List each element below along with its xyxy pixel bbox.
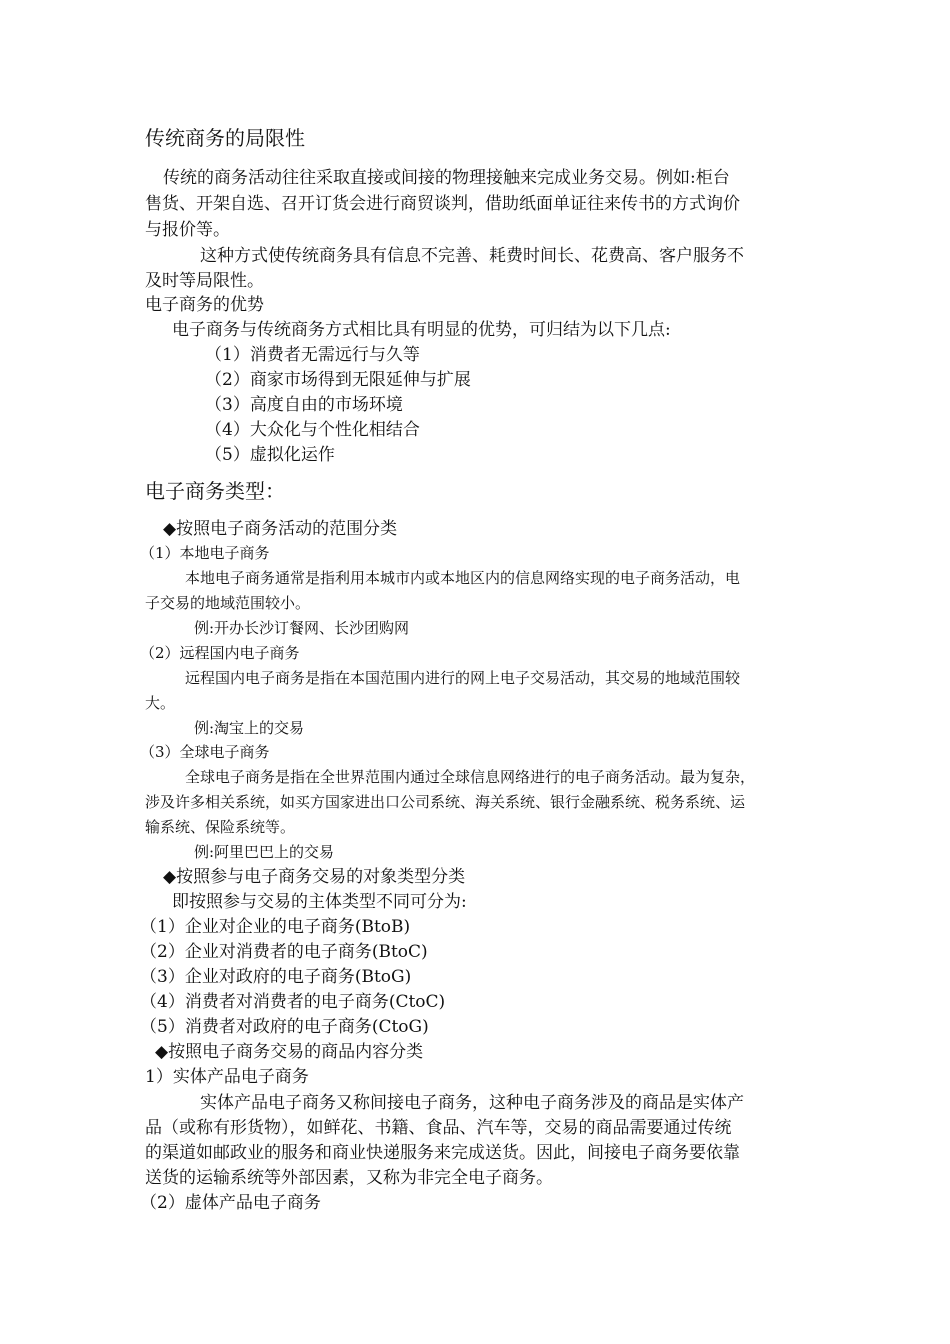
advantage-item: （5）虚拟化运作 <box>205 445 335 465</box>
participant-item: （3）企业对政府的电子商务(BtoG) <box>140 967 412 987</box>
example-line: 例:开办长沙订餐网、长沙团购网 <box>194 619 410 637</box>
paragraph-line: 及时等局限性。 <box>145 271 264 291</box>
paragraph-line: 子交易的地域范围较小。 <box>145 594 311 612</box>
group-heading-scope: ◆按照电子商务活动的范围分类 <box>163 519 398 539</box>
advantage-item: （3）高度自由的市场环境 <box>205 395 403 415</box>
advantage-item: （1）消费者无需远行与久等 <box>205 345 420 365</box>
section-title-traditional-limits: 传统商务的局限性 <box>145 126 305 150</box>
paragraph-line: 本地电子商务通常是指利用本城市内或本地区内的信息网络实现的电子商务活动，电 <box>185 569 741 587</box>
paragraph-line: 输系统、保险系统等。 <box>145 818 296 836</box>
subsection-title: （1）本地电子商务 <box>140 544 270 562</box>
participant-item: （2）企业对消费者的电子商务(BtoC) <box>140 942 428 962</box>
advantages-intro: 电子商务与传统商务方式相比具有明显的优势，可归结为以下几点: <box>172 320 671 340</box>
advantage-item: （2）商家市场得到无限延伸与扩展 <box>205 370 471 390</box>
section-title-ecommerce-types: 电子商务类型： <box>145 479 285 503</box>
subsection-title: 1）实体产品电子商务 <box>145 1067 309 1087</box>
paragraph-line: 这种方式使传统商务具有信息不完善、耗费时间长、花费高、客户服务不 <box>200 246 744 266</box>
participant-item: （4）消费者对消费者的电子商务(CtoC) <box>140 992 446 1012</box>
paragraph-line: 大。 <box>145 694 176 712</box>
subsection-title: （3）全球电子商务 <box>140 743 270 761</box>
paragraph-line: 售货、开架自选、召开订货会进行商贸谈判，借助纸面单证往来传书的方式询价 <box>145 194 740 214</box>
paragraph-line: 实体产品电子商务又称间接电子商务，这种电子商务涉及的商品是实体产 <box>200 1093 744 1113</box>
paragraph-line: 送货的运输系统等外部因素，又称为非完全电子商务。 <box>145 1168 553 1188</box>
paragraph-line: 全球电子商务是指在全世界范围内通过全球信息网络进行的电子商务活动。最为复杂， <box>185 768 756 786</box>
paragraph-line: 远程国内电子商务是指在本国范围内进行的网上电子交易活动，其交易的地域范围较 <box>185 669 741 687</box>
paragraph-line: 与报价等。 <box>145 220 230 240</box>
paragraph-line: 涉及许多相关系统，如买方国家进出口公司系统、海关系统、银行金融系统、税务系统、运 <box>145 793 746 811</box>
subsection-title: （2）远程国内电子商务 <box>140 644 300 662</box>
example-line: 例:淘宝上的交易 <box>194 719 305 737</box>
section-title-ecommerce-advantages: 电子商务的优势 <box>145 295 264 315</box>
participants-intro: 即按照参与交易的主体类型不同可分为: <box>172 892 467 912</box>
participant-item: （5）消费者对政府的电子商务(CtoG) <box>140 1017 429 1037</box>
group-heading-participants: ◆按照参与电子商务交易的对象类型分类 <box>163 867 466 887</box>
group-heading-goods: ◆按照电子商务交易的商品内容分类 <box>155 1042 424 1062</box>
paragraph-line: 传统的商务活动往往采取直接或间接的物理接触来完成业务交易。例如:柜台 <box>163 168 730 188</box>
participant-item: （1）企业对企业的电子商务(BtoB) <box>140 917 411 937</box>
paragraph-line: 品（或称有形货物），如鲜花、书籍、食品、汽车等，交易的商品需要通过传统 <box>145 1118 732 1138</box>
example-line: 例:阿里巴巴上的交易 <box>194 843 335 861</box>
subsection-title: （2）虚体产品电子商务 <box>140 1193 321 1213</box>
advantage-item: （4）大众化与个性化相结合 <box>205 420 420 440</box>
paragraph-line: 的渠道如邮政业的服务和商业快递服务来完成送货。因此，间接电子商务要依靠 <box>145 1143 740 1163</box>
